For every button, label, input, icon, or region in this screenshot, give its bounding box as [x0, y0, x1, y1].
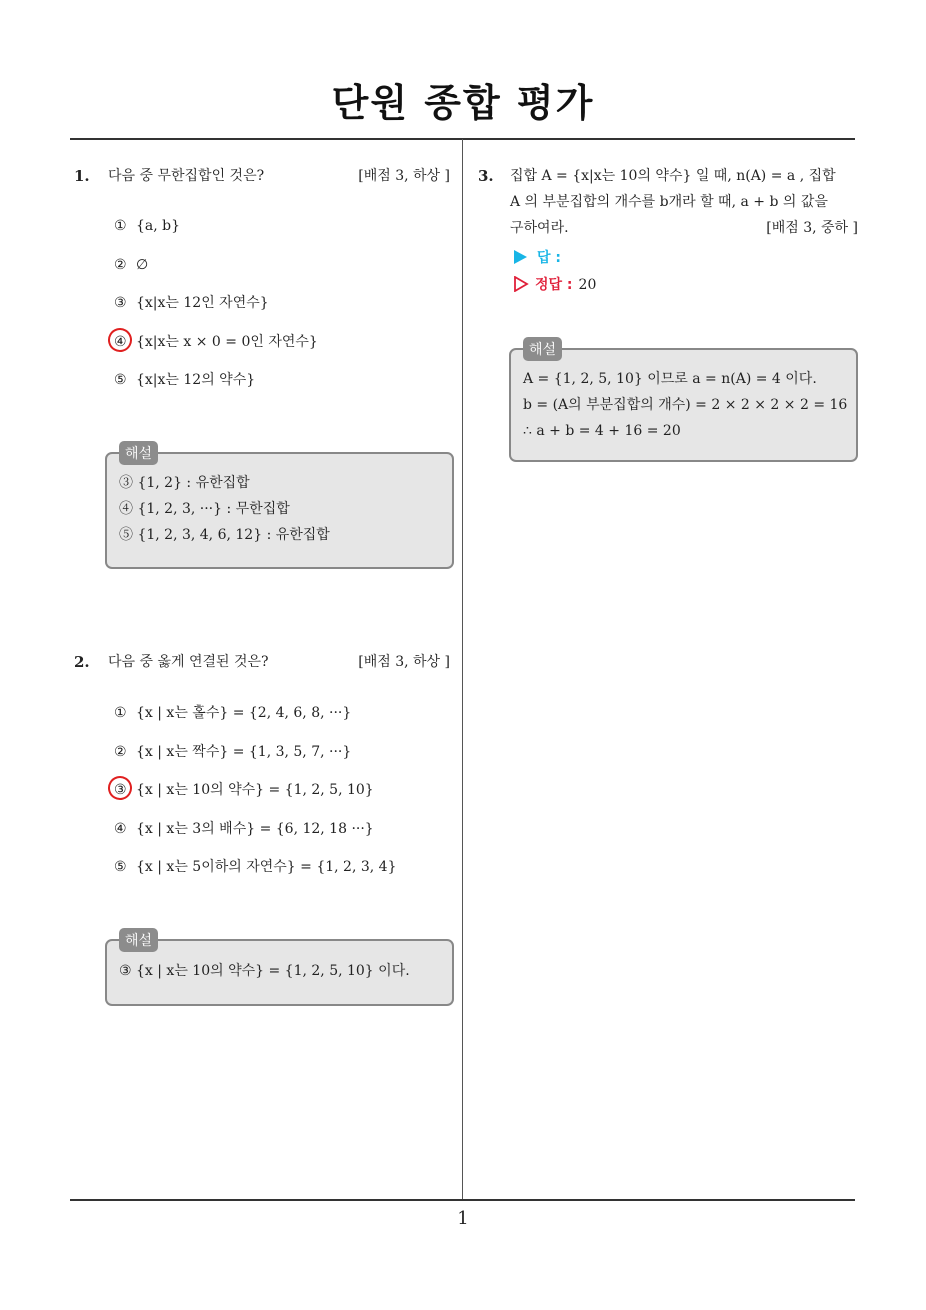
solution-text: ③ {x | x는 10의 약수} = {1, 2, 5, 10} 이다.: [119, 963, 410, 979]
question-text: 다음 중 무한집합인 것은?: [108, 168, 265, 184]
solution-text: ③ {1, 2} : 유한집합 ④ {1, 2, 3, ···} : 무한집합 ⑤ {1, 2, 3, 4, 6, 12} : 유한집합: [119, 475, 330, 543]
choice-4[interactable]: ④ {x | x는 3의 배수} = {6, 12, 18 ···}: [114, 820, 374, 837]
choice-1[interactable]: ① {a, b}: [114, 218, 181, 234]
choice-3[interactable]: ③ {x|x는 12인 자연수}: [114, 295, 269, 311]
hollow-arrow-icon: [514, 276, 529, 292]
correct-answer-value: 20: [578, 277, 597, 293]
question-meta: [배점 3, 하상 ]: [358, 168, 450, 184]
solution-tag: 해설: [119, 441, 158, 465]
solution-tag: 해설: [523, 337, 562, 361]
correct-answer-row: 정답 : 20: [514, 274, 596, 294]
choice-2[interactable]: ② {x | x는 짝수} = {1, 3, 5, 7, ···}: [114, 743, 352, 760]
choice-4[interactable]: ④ {x|x는 x × 0 = 0인 자연수}: [114, 332, 318, 371]
choice-list: [114, 703, 396, 896]
choice-5[interactable]: ⑤ {x|x는 12의 약수}: [114, 372, 256, 388]
solution-tag: 해설: [119, 928, 158, 952]
column-divider: [462, 139, 463, 1200]
solution-box-2: [105, 933, 454, 1006]
question-3: [478, 166, 858, 246]
page-title: 단원 종합 평가: [331, 81, 595, 125]
question-text: 다음 중 옳게 연결된 것은?: [108, 654, 269, 670]
solution-box-1: [105, 446, 454, 569]
page-number: 1: [457, 1208, 469, 1229]
solution-box-3: [509, 342, 858, 462]
footer-divider: [70, 1199, 855, 1201]
answer-arrow-icon: [514, 250, 527, 264]
question-meta: [배점 3, 하상 ]: [358, 654, 450, 670]
question-number: 2.: [74, 653, 90, 671]
choice-list: [114, 216, 318, 409]
choice-2[interactable]: ② ∅: [114, 256, 149, 273]
question-text: 집합 A = {x|x는 10의 약수} 일 때, n(A) = a , 집합 A 의 부분집합의 개수를 b개라 할 때, a + b 의 값을 구하여라. [배점 3, 중하 ]: [510, 163, 858, 241]
choice-5[interactable]: ⑤ {x | x는 5이하의 자연수} = {1, 2, 3, 4}: [114, 859, 397, 875]
question-number: 3.: [478, 167, 494, 185]
choice-1[interactable]: ① {x | x는 홀수} = {2, 4, 6, 8, ···}: [114, 705, 352, 721]
question-header: [478, 166, 858, 246]
solution-text: A = {1, 2, 5, 10} 이므로 a = n(A) = 4 이다. b = (A의 부분집합의 개수) = 2 × 2 × 2 × 2 = 16 ∴ a + b = 4 + 16 = 20: [523, 371, 848, 439]
choice-3[interactable]: ③ {x | x는 10의 약수} = {1, 2, 5, 10}: [114, 780, 396, 819]
answer-input-row[interactable]: 답 :: [514, 247, 561, 267]
question-number: 1.: [74, 167, 90, 185]
question-meta: [배점 3, 중하 ]: [766, 220, 858, 236]
